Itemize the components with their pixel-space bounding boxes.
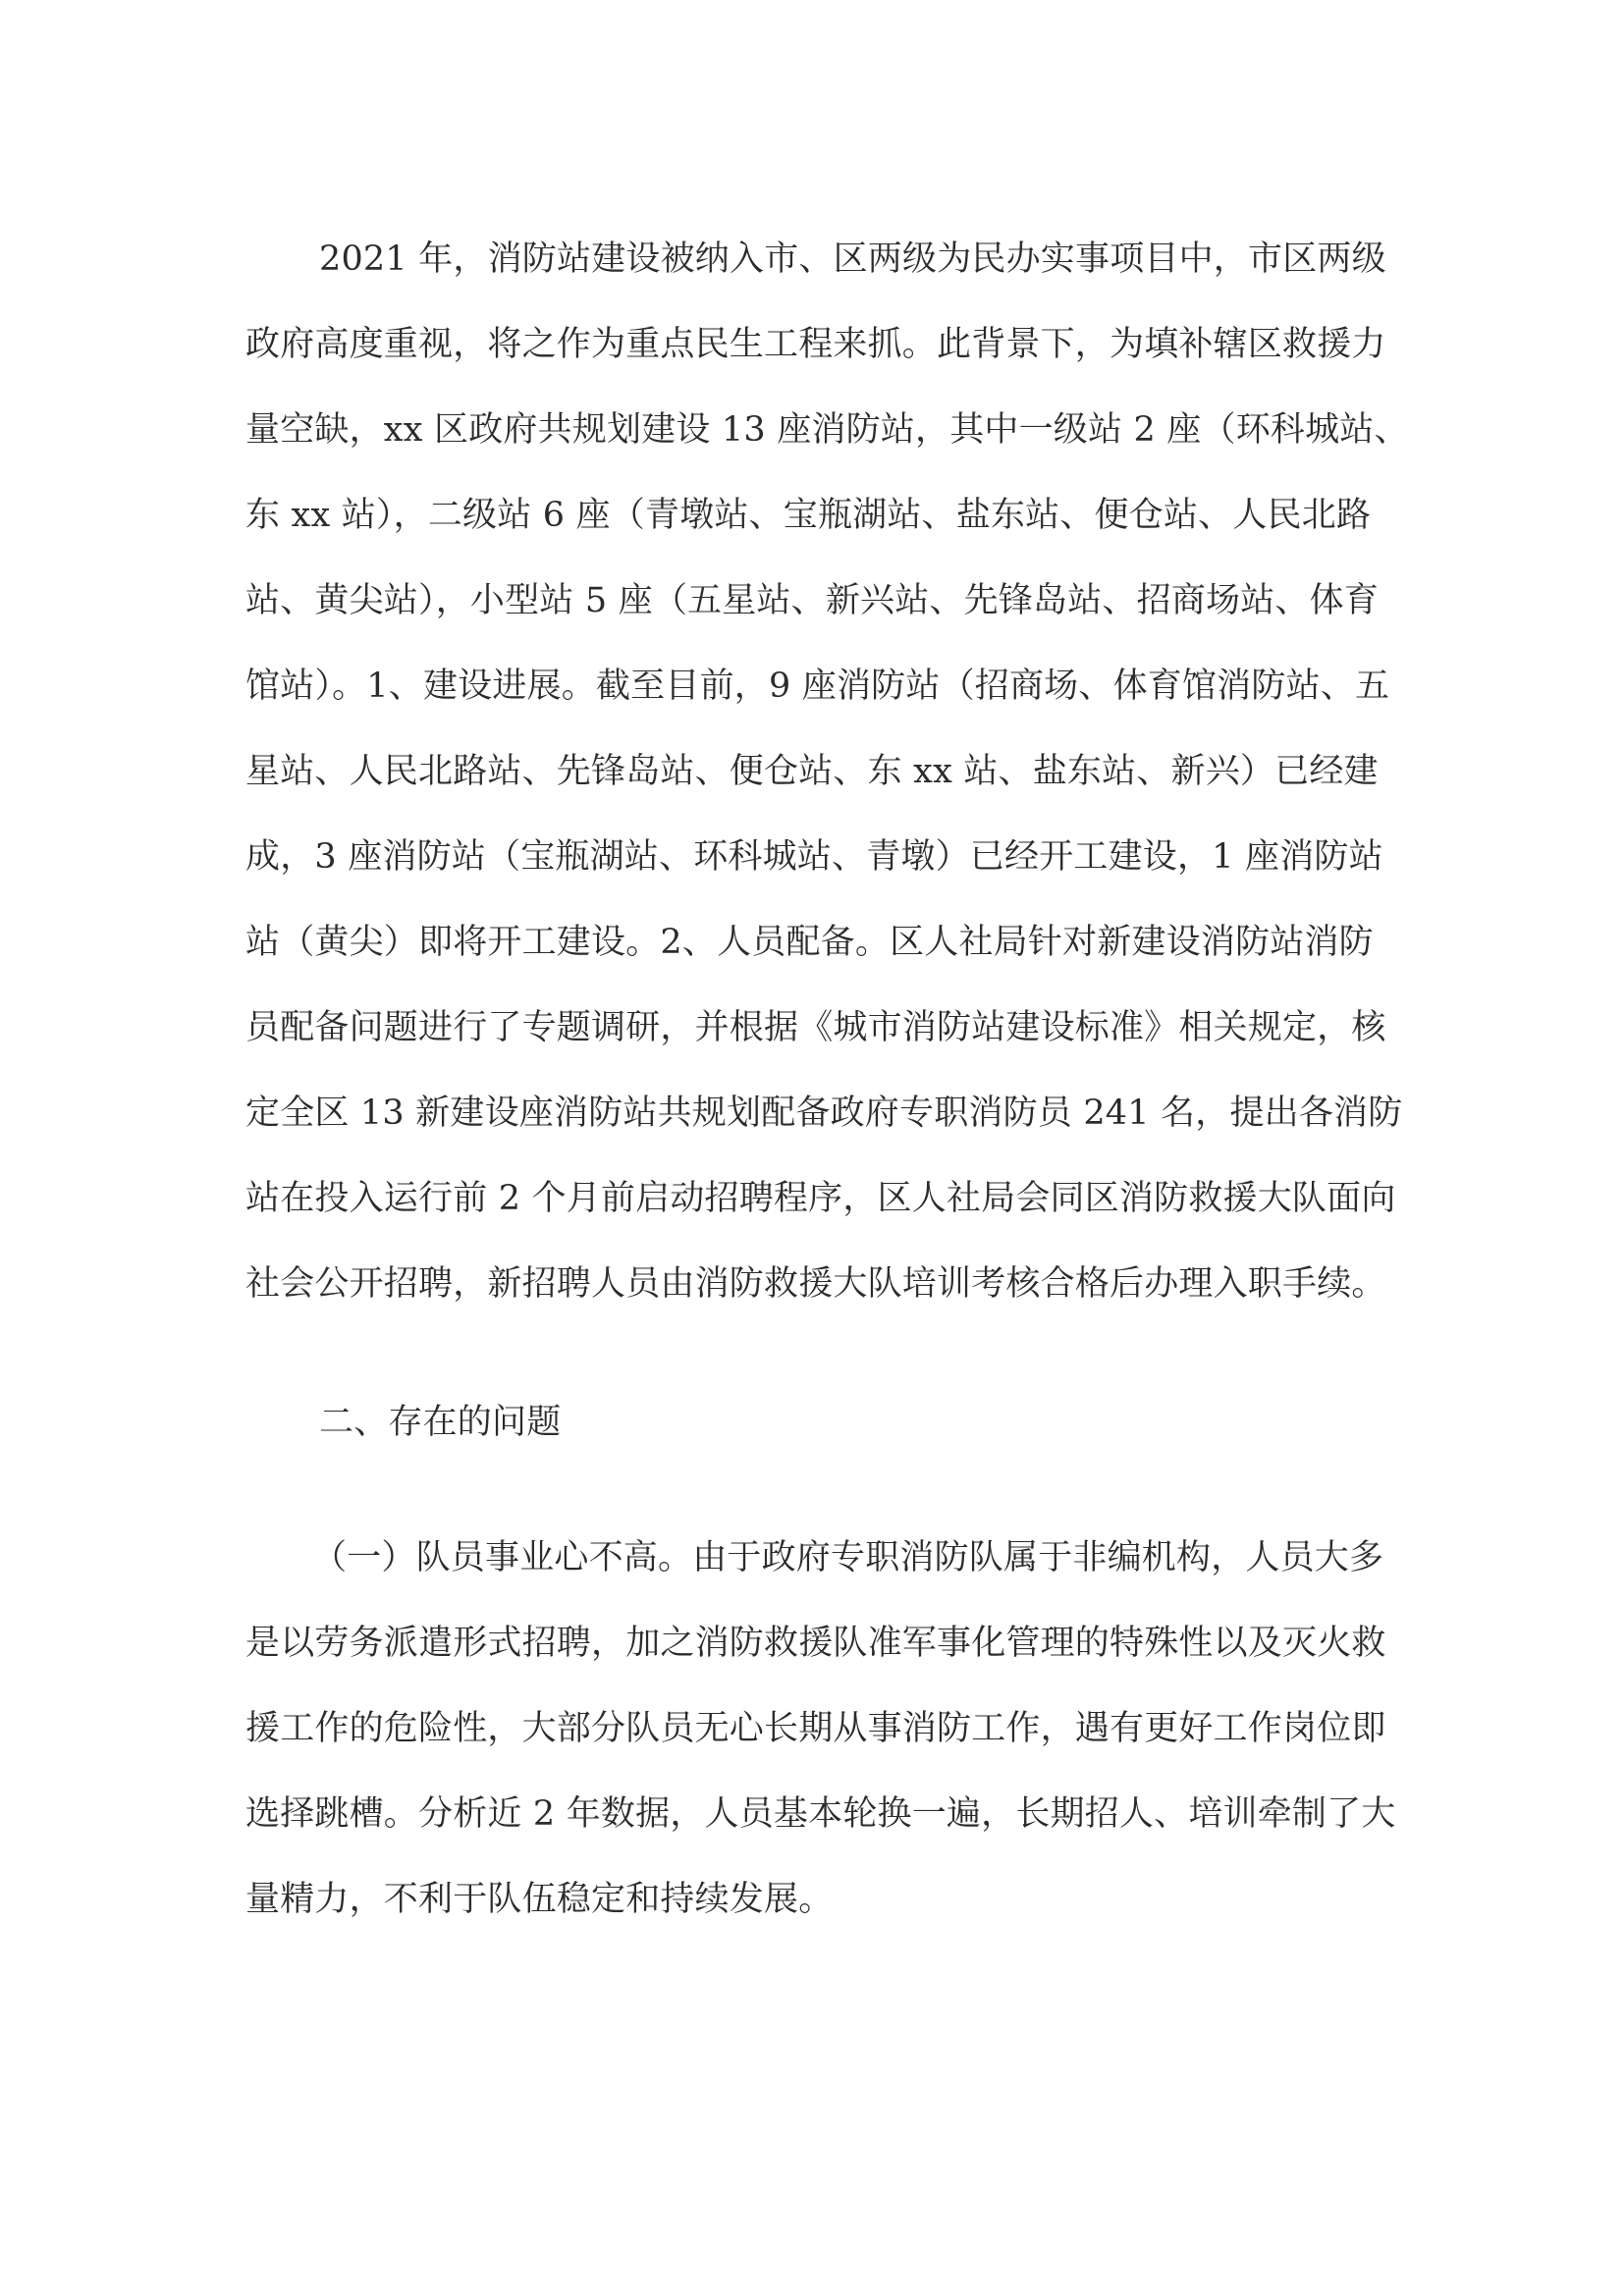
text-line: 2021 年，消防站建设被纳入市、区两级为民办实事项目中，市区两级 <box>319 240 1386 279</box>
text-line: 量空缺，xx 区政府共规划建设 13 座消防站，其中一级站 2 座（环科城站、 <box>245 410 1409 450</box>
text-line: 定全区 13 新建设座消防站共规划配备政府专职消防员 241 名，提出各消防 <box>245 1094 1403 1133</box>
text-line: 站、黄尖站），小型站 5 座（五星站、新兴站、先锋岛站、招商场站、体育 <box>245 581 1380 620</box>
text-line: 星站、人民北路站、先锋岛站、便仓站、东 xx 站、盐东站、新兴）已经建 <box>245 752 1379 791</box>
text-line: 是以劳务派遣形式招聘，加之消防救援队准军事化管理的特殊性以及灭火救 <box>245 1624 1386 1663</box>
text-line: （一）队员事业心不高。由于政府专职消防队属于非编机构，人员大多 <box>312 1538 1384 1577</box>
text-line: 社会公开招聘，新招聘人员由消防救援大队培训考核合格后办理入职手续。 <box>245 1264 1386 1304</box>
text-line: 援工作的危险性，大部分队员无心长期从事消防工作，遇有更好工作岗位即 <box>245 1709 1386 1748</box>
text-line: 选择跳槽。分析近 2 年数据，人员基本轮换一遍，长期招人、培训牵制了大 <box>245 1794 1396 1834</box>
section-heading-problems: 二、存在的问题 <box>319 1403 562 1442</box>
text-line: 东 xx 站），二级站 6 座（青墩站、宝瓶湖站、盐东站、便仓站、人民北路 <box>245 496 1372 535</box>
text-line: 员配备问题进行了专题调研，并根据《城市消防站建设标准》相关规定，核 <box>245 1008 1386 1047</box>
text-line: 量精力，不利于队伍稳定和持续发展。 <box>245 1880 834 1919</box>
text-line: 成，3 座消防站（宝瓶湖站、环科城站、青墩）已经开工建设，1 座消防站 <box>245 837 1383 877</box>
text-line: 站（黄尖）即将开工建设。2、人员配备。区人社局针对新建设消防站消防 <box>245 923 1374 962</box>
text-line: 馆站）。1、建设进展。截至目前，9 座消防站（招商场、体育馆消防站、五 <box>245 667 1390 706</box>
text-line: 政府高度重视，将之作为重点民生工程来抓。此背景下，为填补辖区救援力 <box>245 325 1386 364</box>
text-line: 站在投入运行前 2 个月前启动招聘程序，区人社局会同区消防救援大队面向 <box>245 1179 1396 1218</box>
